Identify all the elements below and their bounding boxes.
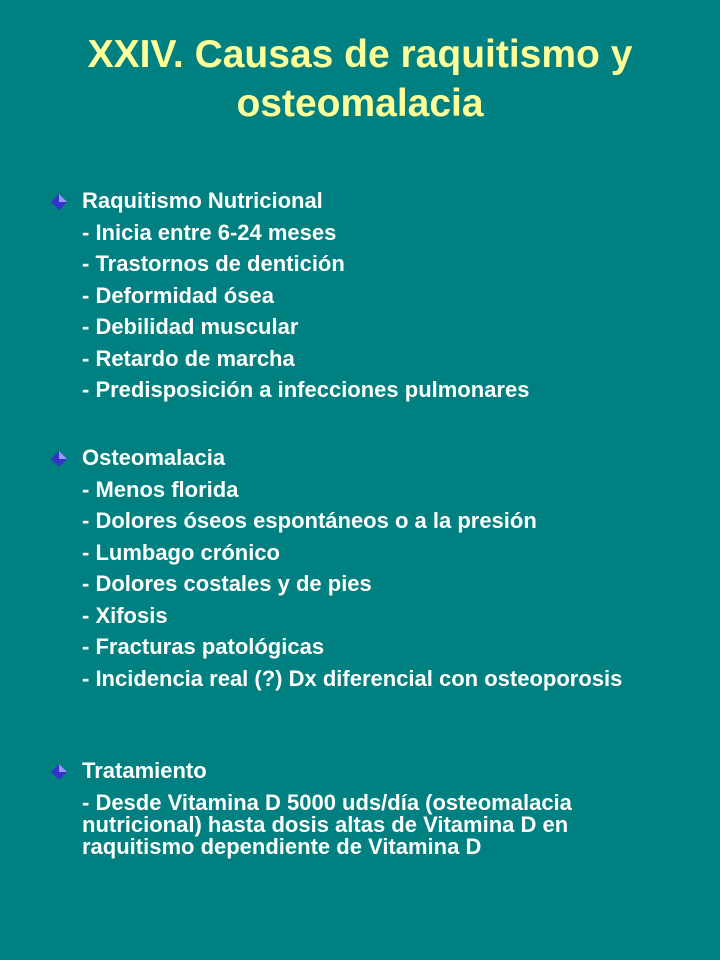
section-tratamiento <box>50 755 670 862</box>
diamond-bullet-icon <box>50 193 68 211</box>
list-item: - Inicia entre 6-24 meses <box>82 219 337 245</box>
slide-title <box>0 30 720 128</box>
section-heading: Tratamiento <box>82 758 207 783</box>
list-item: - Retardo de marcha <box>82 345 295 371</box>
list-item: - Dolores óseos espontáneos o a la presión <box>82 508 537 533</box>
list-item: - Incidencia real (?) Dx diferencial con osteoporosis <box>82 665 623 691</box>
list-item: - Trastornos de dentición <box>82 251 345 276</box>
diamond-bullet-icon <box>50 450 68 468</box>
list-item: - Menos florida <box>82 476 239 502</box>
list-item: - Debilidad muscular <box>82 314 299 339</box>
list-item: - Deformidad ósea <box>82 282 274 308</box>
diamond-bullet-icon <box>50 763 68 781</box>
list-item: - Fracturas patológicas <box>82 634 325 659</box>
list-item: - Xifosis <box>82 602 168 628</box>
list-item: - Desde Vitamina D 5000 uds/día (osteomalacia nutricional) hasta dosis altas de Vitamina D en raquitismo dependiente de Vitamina D <box>82 789 572 859</box>
slide-title-line-1: XXIV. Causas de raquitismo y <box>87 33 633 76</box>
list-item: - Dolores costales y de pies <box>82 571 372 596</box>
list-item: - Predisposición a infecciones pulmonares <box>82 377 530 402</box>
list-item: - Lumbago crónico <box>82 539 280 565</box>
section-heading: Raquitismo Nutricional <box>82 188 323 213</box>
section-heading: Osteomalacia <box>82 445 226 470</box>
section-osteomalacia <box>50 442 670 694</box>
slide-title-line-2: osteomalacia <box>236 82 484 125</box>
section-raquitismo-nutricional <box>50 185 670 406</box>
